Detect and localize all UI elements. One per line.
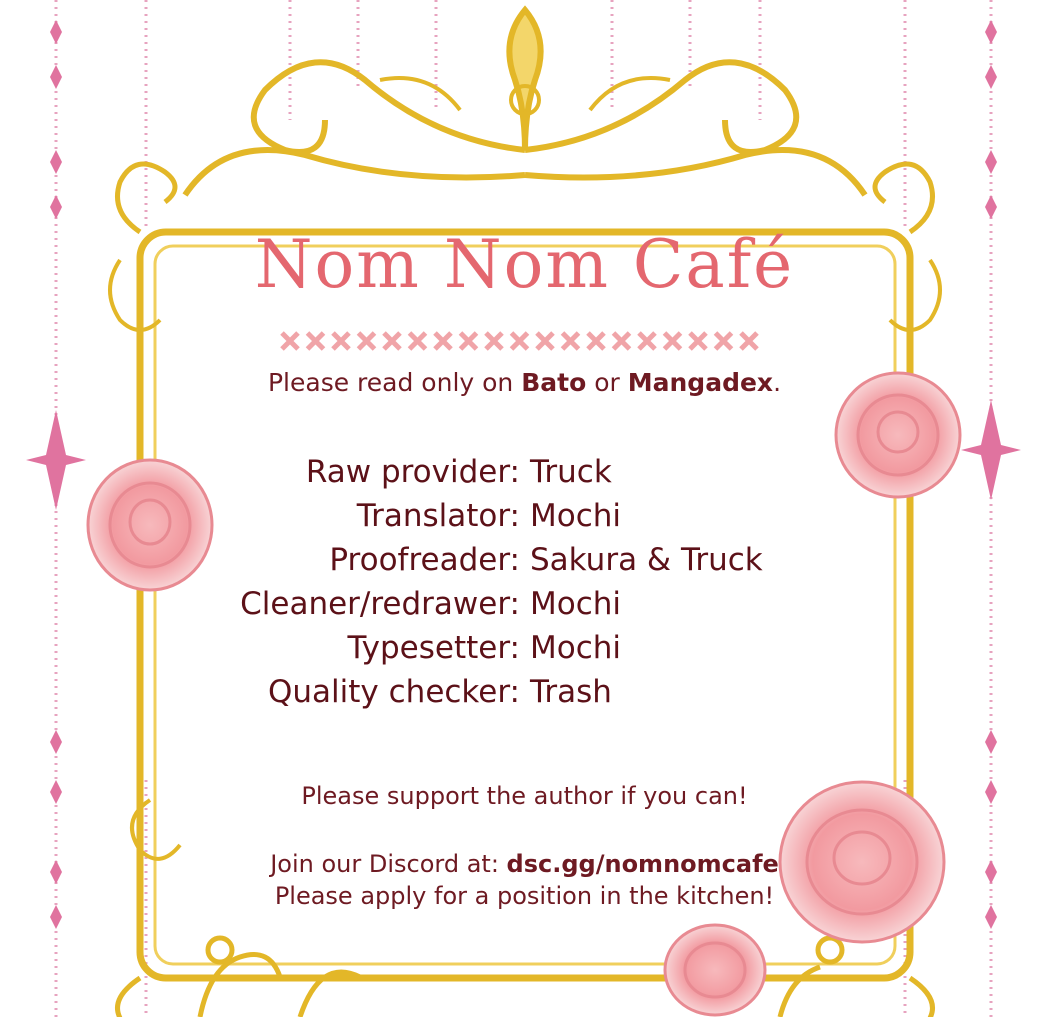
credit-name: Mochi [530, 498, 622, 534]
divider-stitch [512, 333, 528, 349]
divider-stitch [588, 333, 604, 349]
credit-row [0, 582, 1049, 626]
page-title: Nom Nom Café [254, 226, 795, 303]
divider-stitch [384, 333, 400, 349]
pink-divider [282, 333, 757, 349]
divider-stitch [308, 333, 324, 349]
credit-role: Cleaner/redrawer: [240, 586, 520, 622]
divider-stitch [614, 333, 630, 349]
credit-name: Sakura & Truck [530, 542, 763, 578]
credits-list [0, 450, 1049, 714]
credit-name: Trash [530, 674, 612, 710]
divider-stitch [716, 333, 732, 349]
divider-stitch [665, 333, 681, 349]
credit-role: Typesetter: [347, 630, 520, 666]
divider-stitch [282, 333, 298, 349]
divider-stitch [537, 333, 553, 349]
read-notice-mid: or [586, 368, 628, 397]
credit-row [0, 450, 1049, 494]
divider-stitch [461, 333, 477, 349]
apply-message: Please apply for a position in the kitchen! [274, 882, 775, 910]
credit-name: Mochi [530, 630, 622, 666]
read-notice-prefix: Please read only on [267, 368, 522, 397]
site-bato: Bato [521, 368, 587, 397]
divider-stitch [435, 333, 451, 349]
divider-stitch [563, 333, 579, 349]
rose-bottom [665, 925, 765, 1015]
site-mangadex: Mangadex [627, 368, 774, 397]
support-message: Please support the author if you can! [301, 782, 748, 810]
credit-row [0, 626, 1049, 670]
divider-stitch [639, 333, 655, 349]
credit-row [0, 494, 1049, 538]
divider-stitch [741, 333, 757, 349]
crown-ornament [185, 10, 865, 195]
credit-role: Translator: [356, 498, 520, 534]
discord-link[interactable]: dsc.gg/nomnomcafe [506, 850, 779, 878]
read-notice-suffix: . [773, 368, 782, 397]
read-notice [0, 368, 1049, 397]
credit-name: Mochi [530, 586, 622, 622]
credit-role: Proofreader: [329, 542, 520, 578]
discord-line [0, 850, 1049, 878]
credit-row [0, 670, 1049, 714]
divider-stitch [359, 333, 375, 349]
divider-stitch [410, 333, 426, 349]
discord-prefix: Join our Discord at: [270, 850, 507, 878]
credit-row [0, 538, 1049, 582]
credit-role: Quality checker: [268, 674, 520, 710]
divider-stitch [690, 333, 706, 349]
credit-role: Raw provider: [305, 454, 520, 490]
divider-stitch [333, 333, 349, 349]
credit-name: Truck [530, 454, 612, 490]
divider-stitch [486, 333, 502, 349]
